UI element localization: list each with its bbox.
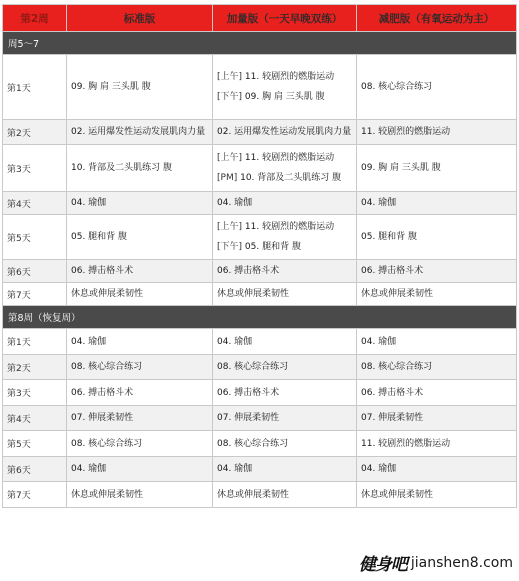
day-label: 第4天 <box>3 192 67 215</box>
site-url: jianshen8.com <box>410 554 513 571</box>
table-row <box>3 260 517 283</box>
slim-cell <box>357 329 517 355</box>
day-label: 第6天 <box>3 260 67 283</box>
extra-cell <box>213 215 357 260</box>
day-label: 第1天 <box>3 55 67 120</box>
standard-entry: 休息或伸展柔韧性 <box>71 489 144 500</box>
slim-cell <box>357 260 517 283</box>
extra-entry <box>217 485 352 505</box>
table-row <box>3 192 517 215</box>
extra-text: 11. 较剧烈的燃脂运动 <box>244 72 335 82</box>
standard-cell <box>67 283 213 306</box>
extra-text: 09. 胸 肩 三头肌 腹 <box>244 92 325 102</box>
site-logo: 健身吧 <box>358 555 407 575</box>
standard-entry: 08. 核心综合练习 <box>71 438 143 449</box>
standard-cell <box>67 406 213 431</box>
day-label: 第2天 <box>3 355 67 380</box>
standard-cell <box>67 329 213 355</box>
slim-entry: 07. 伸展柔韧性 <box>361 413 424 423</box>
standard-cell <box>67 192 213 215</box>
table-row <box>3 55 517 120</box>
extra-entry <box>217 408 352 428</box>
extra-entry <box>217 332 352 352</box>
slim-cell <box>357 355 517 380</box>
extra-cell <box>213 283 357 306</box>
slim-entry: 休息或伸展柔韧性 <box>361 289 434 299</box>
extra-cell <box>213 55 357 120</box>
slim-cell <box>357 380 517 406</box>
extra-text: 休息或伸展柔韧性 <box>217 289 290 299</box>
section-title: 周5～7 <box>3 32 517 55</box>
slim-entry: 06. 搏击格斗术 <box>361 266 424 276</box>
extra-cell <box>213 482 357 508</box>
time-tag: [下午] <box>217 92 243 102</box>
table-body <box>3 32 517 508</box>
slim-cell <box>357 283 517 306</box>
slim-entry: 11. 较剧烈的燃脂运动 <box>361 127 451 137</box>
standard-cell <box>67 55 213 120</box>
table-row <box>3 431 517 457</box>
day-label: 第3天 <box>3 145 67 192</box>
training-schedule-table <box>2 4 517 508</box>
extra-text: 休息或伸展柔韧性 <box>217 489 290 500</box>
extra-text: 06. 搏击格斗术 <box>217 266 280 276</box>
standard-cell <box>67 482 213 508</box>
table-row <box>3 145 517 192</box>
standard-entry: 06. 搏击格斗术 <box>71 387 134 398</box>
extra-cell <box>213 457 357 482</box>
standard-entry: 休息或伸展柔韧性 <box>71 289 144 299</box>
slim-cell <box>357 215 517 260</box>
extra-text: 05. 腿和背 腹 <box>244 242 301 252</box>
extra-entry <box>217 217 352 237</box>
extra-cell <box>213 355 357 380</box>
table-row <box>3 380 517 406</box>
slim-entry: 04. 瑜伽 <box>361 198 397 208</box>
slim-cell <box>357 145 517 192</box>
slim-entry: 04. 瑜伽 <box>361 336 397 347</box>
standard-cell <box>67 355 213 380</box>
extra-text: 11. 较剧烈的燃脂运动 <box>244 153 335 163</box>
slim-entry: 休息或伸展柔韧性 <box>361 489 434 500</box>
day-label: 第1天 <box>3 329 67 355</box>
extra-cell <box>213 406 357 431</box>
slim-entry: 11. 较剧烈的燃脂运动 <box>361 438 451 449</box>
time-tag: [下午] <box>217 242 243 252</box>
slim-entry: 08. 核心综合练习 <box>361 82 433 92</box>
table-row <box>3 406 517 431</box>
standard-cell <box>67 431 213 457</box>
day-label: 第5天 <box>3 215 67 260</box>
extra-cell <box>213 145 357 192</box>
extra-cell <box>213 329 357 355</box>
header-row <box>3 5 517 32</box>
section-row <box>3 32 517 55</box>
extra-text: 06. 搏击格斗术 <box>217 387 280 398</box>
slim-cell <box>357 55 517 120</box>
table-row <box>3 329 517 355</box>
extra-entry <box>217 67 352 87</box>
header-week: 第2周 <box>3 5 67 32</box>
extra-cell <box>213 260 357 283</box>
table-row <box>3 120 517 145</box>
table-row <box>3 457 517 482</box>
site-watermark <box>359 550 513 575</box>
extra-text: 04. 瑜伽 <box>217 336 253 347</box>
extra-cell <box>213 431 357 457</box>
slim-entry: 06. 搏击格斗术 <box>361 387 424 398</box>
section-row <box>3 306 517 329</box>
extra-entry <box>217 261 352 281</box>
extra-cell <box>213 380 357 406</box>
day-label: 第6天 <box>3 457 67 482</box>
day-label: 第4天 <box>3 406 67 431</box>
extra-entry <box>217 87 352 107</box>
header-slim: 减肥版（有氧运动为主） <box>357 5 517 32</box>
standard-entry: 09. 胸 肩 三头肌 腹 <box>71 82 151 92</box>
day-label: 第2天 <box>3 120 67 145</box>
slim-cell <box>357 192 517 215</box>
slim-cell <box>357 120 517 145</box>
standard-entry: 04. 瑜伽 <box>71 198 107 208</box>
time-tag: [PM] <box>217 173 238 183</box>
extra-text: 08. 核心综合练习 <box>217 362 289 372</box>
header-standard: 标准版 <box>67 5 213 32</box>
slim-cell <box>357 431 517 457</box>
extra-cell <box>213 192 357 215</box>
day-label: 第7天 <box>3 482 67 508</box>
table-header <box>3 5 517 32</box>
day-label: 第7天 <box>3 283 67 306</box>
extra-cell <box>213 120 357 145</box>
day-label: 第5天 <box>3 431 67 457</box>
standard-cell <box>67 215 213 260</box>
standard-entry: 07. 伸展柔韧性 <box>71 413 134 423</box>
table-row <box>3 283 517 306</box>
extra-entry <box>217 383 352 403</box>
extra-entry <box>217 284 352 304</box>
standard-entry: 10. 背部及二头肌练习 腹 <box>71 163 173 173</box>
extra-entry <box>217 459 352 479</box>
extra-text: 11. 较剧烈的燃脂运动 <box>244 222 335 232</box>
extra-entry <box>217 148 352 168</box>
day-label: 第3天 <box>3 380 67 406</box>
extra-text: 07. 伸展柔韧性 <box>217 413 280 423</box>
extra-text: 04. 瑜伽 <box>217 198 253 208</box>
standard-cell <box>67 260 213 283</box>
extra-entry <box>217 237 352 257</box>
extra-entry <box>217 193 352 213</box>
extra-text: 08. 核心综合练习 <box>217 438 289 449</box>
standard-cell <box>67 380 213 406</box>
standard-entry: 04. 瑜伽 <box>71 464 107 474</box>
extra-text: 04. 瑜伽 <box>217 464 253 474</box>
slim-entry: 04. 瑜伽 <box>361 464 397 474</box>
time-tag: [上午] <box>217 222 243 232</box>
slim-cell <box>357 482 517 508</box>
standard-cell <box>67 120 213 145</box>
extra-text: 10. 背部及二头肌练习 腹 <box>240 173 342 183</box>
standard-entry: 06. 搏击格斗术 <box>71 266 134 276</box>
slim-entry: 09. 胸 肩 三头肌 腹 <box>361 163 441 173</box>
extra-entry <box>217 357 352 377</box>
table-row <box>3 355 517 380</box>
standard-entry: 02. 运用爆发性运动发展肌肉力量 <box>71 127 206 137</box>
header-extra: 加量版（一天早晚双练） <box>213 5 357 32</box>
standard-entry: 08. 核心综合练习 <box>71 362 143 372</box>
standard-cell <box>67 145 213 192</box>
extra-entry <box>217 122 352 142</box>
time-tag: [上午] <box>217 72 243 82</box>
standard-entry: 05. 腿和背 腹 <box>71 232 128 242</box>
table-row <box>3 215 517 260</box>
slim-entry: 08. 核心综合练习 <box>361 362 433 372</box>
table-row <box>3 482 517 508</box>
section-title: 第8周（恢复周） <box>3 306 517 329</box>
standard-cell <box>67 457 213 482</box>
slim-entry: 05. 腿和背 腹 <box>361 232 418 242</box>
standard-entry: 04. 瑜伽 <box>71 336 107 347</box>
extra-text: 02. 运用爆发性运动发展肌肉力量 <box>217 127 352 137</box>
slim-cell <box>357 406 517 431</box>
extra-entry <box>217 168 352 188</box>
time-tag: [上午] <box>217 153 243 163</box>
extra-entry <box>217 434 352 454</box>
slim-cell <box>357 457 517 482</box>
